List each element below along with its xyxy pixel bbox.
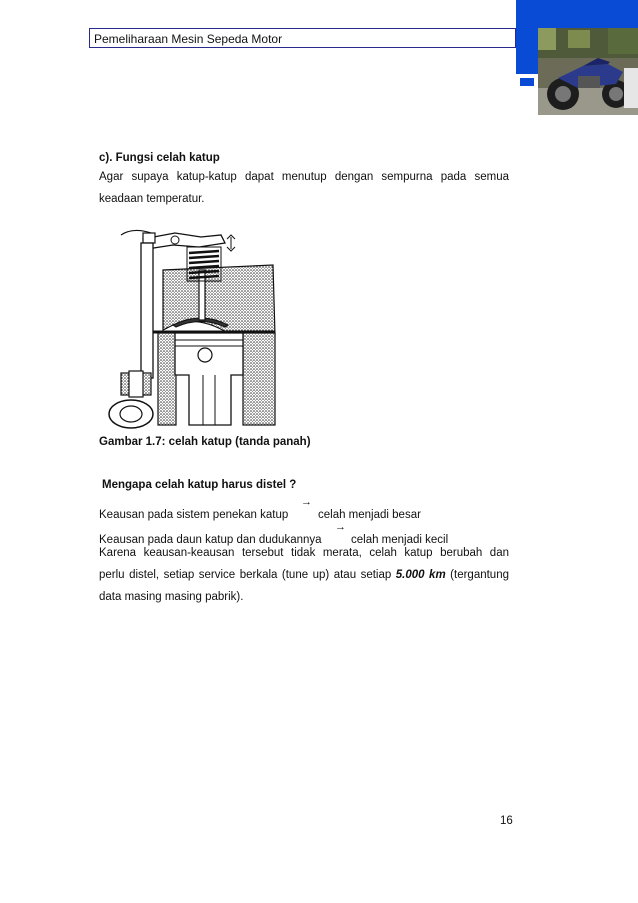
service-interval: 5.000 km [395, 569, 446, 581]
paragraph-line: Karena keausan-keausan tersebut tidak merata, celah katup berubah dan [99, 547, 509, 559]
paragraph-line: Agar supaya katup-katup dapat menutup dengan sempurna pada semua [99, 171, 509, 183]
decor-block-large [516, 0, 638, 28]
valve-clearance-diagram [103, 215, 278, 430]
decor-block-left [516, 28, 538, 74]
conclusion-paragraph [99, 542, 509, 608]
effect-result: celah menjadi besar [318, 509, 421, 521]
intro-paragraph [99, 166, 509, 210]
header-title: Pemeliharaan Mesin Sepeda Motor [94, 32, 283, 46]
conclusion-text: perlu distel, setiap service berkala (tune up) atau setiap [99, 569, 396, 581]
arrow-icon: → [335, 521, 346, 533]
effect-cause: Keausan pada sistem penekan katup [99, 509, 289, 521]
paragraph-line: keadaan temperatur. [99, 193, 205, 205]
figure-caption: Gambar 1.7: celah katup (tanda panah) [99, 436, 311, 448]
conclusion-text: (tergantung [445, 569, 509, 581]
effect-result: celah menjadi kecil [351, 534, 449, 546]
arrow-icon: → [301, 496, 312, 508]
paragraph-line: data masing masing pabrik). [99, 591, 244, 603]
motorcycle-photo [538, 28, 638, 115]
page-number: 16 [500, 815, 513, 827]
effect-cause: Keausan pada daun katup dan dudukannya [99, 534, 322, 546]
paragraph-line [99, 564, 509, 586]
question-heading: Mengapa celah katup harus distel ? [102, 479, 297, 491]
header-box [89, 28, 516, 48]
decor-block-small [520, 78, 534, 86]
section-title: c). Fungsi celah katup [99, 152, 220, 164]
